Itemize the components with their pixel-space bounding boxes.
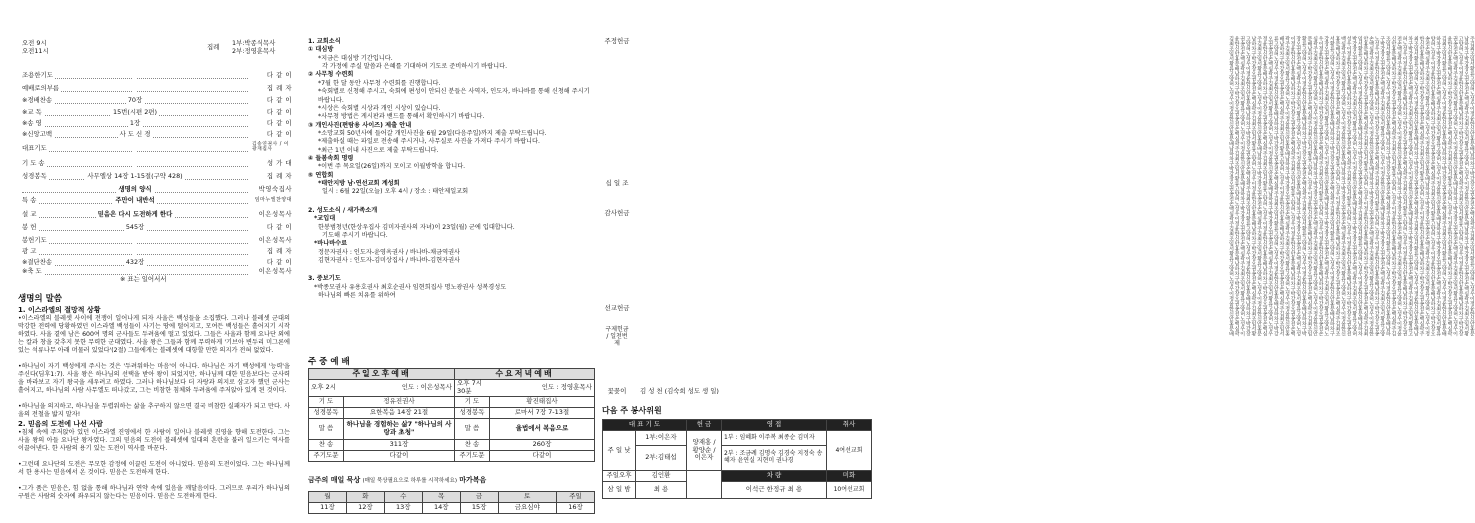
day-cell: 월	[309, 492, 347, 503]
day-cell: 주일	[557, 492, 595, 503]
offering-name-column: 하차구박강장오권송전손백심곽주김최조임서황류고양허노성우이정윤한신안홍문배남하차구박강장오권송전손백심곽주김최조임서황류	[1435, 36, 1442, 336]
offering-name-column: 고양허노성우이정윤한신안홍문배남하차구박강장오권송전손백심곽주김최조임서황류고양허노성우이정윤한신안홍문배남하차구박강장	[1457, 36, 1464, 336]
order-row	[22, 224, 292, 233]
order-content	[133, 144, 137, 152]
order-content	[133, 71, 137, 79]
offering-label-weekly: 주정헌금	[604, 37, 630, 45]
order-row	[22, 142, 292, 154]
wednesday-hymn: 260장	[490, 439, 595, 450]
order-label: 광 고	[22, 247, 37, 255]
flower-header: 미화	[827, 471, 872, 482]
day-cell: 토	[498, 492, 556, 503]
offering-name-column: 문배남하차구박강장오권송전손백심곽주김최조임서황류고양허노성우이정윤한신안홍문배남하차구박강장오권송전손백심곽주김최조임	[1306, 36, 1313, 336]
preacher-label: 집례	[207, 43, 220, 51]
news-text: *지금은 대심방 기간입니다.	[318, 54, 393, 62]
news-text: 일시 : 6월 22일(오늘) 오후 4시 / 장소 : 태안제일교회	[322, 188, 469, 196]
order-row	[22, 120, 292, 129]
news-item-1: ① 대심방	[308, 46, 334, 54]
offering-name-column: 남하차구박강장오권송전손백심곽주김최조임서황류고양허노성우이정윤한신안홍문배남하차구박강장오권송전손백심곽주김최조임서황	[1463, 36, 1470, 336]
news-section-2: 2. 성도소식 / 새가족소개	[308, 206, 378, 214]
news-section-3: 3. 중보기도	[308, 275, 341, 283]
news-text: *최근 1년 이내 사진으로 제출 부탁드립니다.	[318, 146, 439, 154]
order-person: 집 례 자	[266, 84, 292, 92]
offering-name-column: 양허노성우이정윤한신안홍문배남하차구박강장오권송전손백심곽주김최조임서황류고양허노성우이정윤한신안홍문배남하차구박강장오	[1429, 36, 1436, 336]
order-person: 다 같 이	[266, 258, 292, 266]
sunday-offering-team: 양재홍 / 황양순 / 이은자	[687, 431, 722, 471]
order-row	[22, 109, 292, 118]
row-label: 주기도문	[455, 450, 490, 461]
word-heading-1: 1. 이스라엘의 절망적 상황	[18, 306, 101, 314]
sunday-sermon: 하나님을 경험하는 삶7 "하나님의 사랑과 초청"	[344, 418, 455, 439]
order-label: 성경봉독	[22, 172, 47, 180]
order-row	[22, 211, 292, 220]
offering-name-column: 차구박강장오권송전손백심곽주김최조임서황류고양허노성우이정윤한신안홍문배남하차구박강장오권송전손백심곽주김최조임서황류고	[1407, 36, 1414, 336]
offering-name-column: 주김최조임서황류고양허노성우이정윤한신안홍문배남하차구박강장오권송전손백심곽주김최조임서황류고양허노성우이정윤한신안홍문	[1256, 36, 1262, 336]
news-text: 정문자권사 : 인도자-윤영옥권사 / 바나바-채금역권사	[318, 248, 461, 256]
offering-name-column: 장오권송전손백심곽주김최조임서황류고양허노성우이정윤한신안홍문배남하차구박강장오권송전손백심곽주김최조임서황류고양허노성	[1295, 36, 1302, 336]
order-content: 432장	[125, 258, 145, 266]
news-text: *숙회별로 신청해 주시고, 숙회에 편성이 안되신 분들은 사역자, 인도자, 바나바를 통해 신청해 주시기 바랍니다.	[318, 88, 590, 104]
service-time-1: 오전 9시	[22, 39, 47, 47]
offering-name-column: 신안홍문배남하차구박강장오권송전손백심곽주김최조임서황류고양허노성우이정윤한신안홍문배남하차구박강장오권송전손백심곽주김	[1390, 36, 1397, 336]
order-row	[22, 85, 292, 94]
order-person: 임마누엘찬양대	[254, 197, 292, 203]
order-person: 다 같 이	[266, 96, 292, 104]
row-label: 성경봉독	[309, 407, 344, 418]
order-label: 봉헌기도	[22, 236, 47, 244]
wednesday-reading: 로마서 7장 7-13절	[490, 407, 595, 418]
order-label: 예배로의부름	[22, 84, 60, 92]
offering-name-column: 배남하차구박강장오권송전손백심곽주김최조임서황류고양허노성우이정윤한신안홍문배남하차구박강장오권송전손백심곽주김최조임서	[1278, 36, 1285, 336]
order-person: 박영숙집사	[258, 185, 292, 193]
daily-devotion-header	[308, 476, 486, 485]
offering-name-column: 고양허노성우이정윤한신안홍문배남하차구박강장오권송전손백심곽주김최조임서황류고양허노성우이정윤한신안홍문배남하차구박강장	[1244, 36, 1251, 336]
order-label: 기 도 송	[22, 159, 45, 167]
preacher-2: 2부:정영훈목사	[232, 47, 276, 55]
order-content: 믿음은 다시 도전하게 한다	[97, 210, 173, 218]
row-label: 성경봉독	[455, 407, 490, 418]
offering-label-relief: 구제헌금 / 일천번제	[605, 326, 629, 348]
daily-subtitle: (매일 묵상필요으로 하루를 시작하세요)	[362, 478, 457, 484]
sunday-leader: 인도 : 이은성목사	[344, 380, 455, 397]
order-person: 김송연권사 / 이광재집사	[252, 142, 289, 152]
order-content	[133, 159, 137, 167]
sunday-prayer-1: 1부:이은자	[636, 431, 687, 446]
offering-name-column: 이정윤한신안홍문배남하차구박강장오권송전손백심곽주김최조임서황류고양허노성우이정윤한신안홍문배남하차구박강장오권송전손백	[1289, 36, 1296, 336]
offering-name-column: 권송전손백심곽주김최조임서황류고양허노성우이정윤한신안홍문배남하차구박강장오권송전손백심곽주김최조임서황류고양허노성우이	[1239, 36, 1246, 336]
sunday-greeters-2: 2부 : 조금례 김명숙 김경숙 지정숙 송혜자 윤연실 지현미 권나경	[722, 446, 827, 471]
word-paragraph-5: •그런데 요나단의 도전은 무모한 감정에 이끌린 도전이 아니었다. 믿음의 도전이었다. 그는 하나님께서 한 용사는 믿음에서 온 것이다. 믿음은 도전하게 한다.	[18, 461, 290, 476]
order-row	[22, 237, 292, 246]
order-content: 생명의 양식	[118, 185, 152, 193]
news-text: *박종모권사 유용호권사 최호순권사 임현희집사 명노광권사 성복경성도	[314, 283, 507, 291]
offering-name-column: 조임서황류고양허노성우이정윤한신안홍문배남하차구박강장오권송전손백심곽주김최조임서황류고양허노성우이정윤한신안홍문배남하	[1384, 36, 1391, 336]
wednesday-title: 수요저녁예배	[455, 369, 595, 380]
order-person: 다 같 이	[266, 71, 292, 79]
offering-name-column: 남하차구박강장오권송전손백심곽주김최조임서황류고양허노성우이정윤한신안홍문배남하차구박강장오권송전손백심곽주김최조임서황	[1250, 36, 1257, 336]
day-cell: 금	[460, 492, 498, 503]
sunday-time: 오후 2시	[309, 380, 344, 397]
next-week-title: 다음 주 봉사위원	[602, 406, 662, 415]
word-paragraph-4: •침체 속에 주저앉아 있던 이스라엘 진영에서 한 사람이 일어나 블레셋 진영을 향해 도전한다. 그는 사울 왕의 아들 요나단 왕자였다. 그의 믿음의 도전이 블레셋에 일대의 혼란을 불러 일으키는 역사를 이끌어낸다. 한 사람의 용기 있는 도전이 역사를 바꾼다.	[18, 429, 290, 452]
offering-name-column: 오권송전손백심곽주김최조임서황류고양허노성우이정윤한신안홍문배남하차구박강장오권송전손백심곽주김최조임서황류고양허노성우	[1267, 36, 1274, 336]
flower-donor: 김 성 천 (김숙희 성도 생 일)	[640, 387, 719, 395]
order-content: 545장	[125, 223, 145, 231]
offering-name-column: 박강장오권송전손백심곽주김최조임서황류고양허노성우이정윤한신안홍문배남하차구박강장오권송전손백심곽주김최조임서황류고양허	[1351, 36, 1358, 336]
sunday-prayer: 정유진권사	[344, 396, 455, 407]
wednesday-time: 오후 7시 30분	[455, 380, 490, 397]
chapter-cell: 16장	[557, 503, 595, 514]
news-text: *이번 주 목요일(26일)까지 모이고 이월방학을 합니다.	[318, 163, 466, 171]
news-text: *태안지방 남·연선교회 계성회	[318, 180, 400, 188]
row-label: 찬 송	[309, 439, 344, 450]
sunday-cooking: 4여선교회	[827, 431, 872, 471]
order-person: 집 례 자	[266, 247, 292, 255]
order-person: 다 같 이	[266, 223, 292, 231]
order-label: ※경배찬송	[22, 96, 53, 104]
sunday-lords-prayer: 다같이	[344, 450, 455, 461]
sunday-hymn: 311장	[344, 439, 455, 450]
order-person: 다 같 이	[266, 108, 292, 116]
offering-name-column: 임서황류고양허노성우이정윤한신안홍문배남하차구박강장오권송전손백심곽주김최조임서황류고양허노성우이정윤한신안홍문배남하차	[1356, 36, 1363, 336]
offering-name-column: 강장오권송전손백심곽주김최조임서황류고양허노성우이정윤한신안홍문배남하차구박강장오권송전손백심곽주김최조임서황류고양허노	[1323, 36, 1330, 336]
offering-name-column: 윤한신안홍문배남하차구박강장오권송전손백심곽주김최조임서황류고양허노성우이정윤한신안홍문배남하차구박강장오권송전손백심곽	[1233, 36, 1240, 336]
order-person: 다 같 이	[266, 119, 292, 127]
order-label: ※신앙고백	[22, 130, 53, 138]
order-row	[22, 131, 292, 140]
order-label: 특 송	[22, 196, 37, 204]
offering-name-column: 노성우이정윤한신안홍문배남하차구박강장오권송전손백심곽주김최조임서황류고양허노성우이정윤한신안홍문배남하차구박강장오권송	[1373, 36, 1380, 336]
order-content: 70장	[127, 96, 143, 104]
order-content	[133, 236, 137, 244]
day-cell: 목	[422, 492, 460, 503]
offering-label-tithe: 십 일 조	[605, 179, 629, 187]
sunday-pm-title: 주일오후예배	[309, 369, 455, 380]
news-text: *사무청 방법은 게시판과 밴드를 통해서 확인하시기 바랍니다.	[318, 113, 485, 121]
col-header: 헌 금	[687, 420, 722, 431]
order-row	[22, 197, 292, 206]
chapter-cell: 12장	[346, 503, 384, 514]
next-week-table	[602, 419, 872, 499]
news-item-4: ④ 들봄속회 명령	[308, 155, 354, 163]
offering-name-column: 전손백심곽주김최조임서황류고양허노성우이정윤한신안홍문배남하차구박강장오권송전손백심곽주김최조임서황류고양허노성우이정윤	[1396, 36, 1402, 336]
word-heading-2: 2. 믿음의 도전에 나선 사람	[18, 420, 103, 428]
row-label: 말 씀	[455, 418, 490, 439]
order-content: 1장	[129, 119, 141, 127]
wednesday-sermon: 율법에서 복음으로	[490, 418, 595, 439]
row-label: 삼 일 밤	[603, 482, 636, 499]
news-text: *교입대	[314, 215, 336, 223]
afternoon-prayer: 김인환	[636, 471, 687, 482]
row-label: 주 일 낮	[603, 431, 636, 471]
offering-name-column: 정윤한신안홍문배남하차구박강장오권송전손백심곽주김최조임서황류고양허노성우이정윤한신안홍문배남하차구박강장오권송전손백심	[1261, 36, 1268, 336]
order-row	[22, 160, 292, 169]
news-text: 김현자권사 : 인도자-김미상집사 / 바나바-김현자권사	[318, 256, 461, 264]
offering-name-column: 황류고양허노성우이정윤한신안홍문배남하차구박강장오권송전손백심곽주김최조임서황류고양허노성우이정윤한신안홍문배남하차구박	[1300, 36, 1307, 336]
sunday-prayer-2: 2부:김태섭	[636, 446, 687, 471]
offering-name-column: 서황류고양허노성우이정윤한신안홍문배남하차구박강장오권송전손백심곽주김최조임서황류고양허노성우이정윤한신안홍문배남하차구	[1328, 36, 1335, 336]
word-title: 생명의 말씀	[18, 294, 63, 304]
day-cell: 수	[384, 492, 422, 503]
offering-name-column: 안홍문배남하차구박강장오권송전손백심곽주김최조임서황류고양허노성우이정윤한신안홍문배남하차구박강장오권송전손백심곽주김최	[1362, 36, 1369, 336]
offering-name-column: 송전손백심곽주김최조임서황류고양허노성우이정윤한신안홍문배남하차구박강장오권송전손백심곽주김최조임서황류고양허노성우이정	[1424, 36, 1430, 336]
offering-name-column: 최조임서황류고양허노성우이정윤한신안홍문배남하차구박강장오권송전손백심곽주김최조임서황류고양허노성우이정윤한신안홍문배남	[1412, 36, 1419, 336]
daily-book: 마가복음	[459, 476, 487, 484]
offering-name-column: 류고양허노성우이정윤한신안홍문배남하차구박강장오권송전손백심곽주김최조임서황류고양허노성우이정윤한신안홍문배남하차구박강	[1272, 36, 1279, 336]
word-paragraph-3: •하나님을 의지하고, 하나님을 두렵워하는 삶을 추구하지 않으면 결국 비참한 실패자가 되고 만다. 사울의 전철을 밟지 말자!	[18, 403, 290, 418]
order-row	[22, 173, 292, 182]
word-paragraph-1: •이스라엘의 블레셋 사이에 전쟁이 일어나게 되자 사울은 백성들을 소집했다. 그러나 블레셋 군대의 막강한 전력에 당황하였던 이스라엘 백성들이 사기는 땅에 떨어지고, 모여든 백성들은 흩어지기 시작하였다. 사울 곁에 남은 600여 명의 군사들도 두려움에 떨고 있었다. 그들은 사울과 함께 요나단 외에는 칼과 창을 갖추지 못한 무력한 군대였다. 사울 왕은 그들과 함께 무력하게 '기브아 변두리 미그론에 있는 석류나무 아래 머물러 있었다'(2절) 그들에게는 블레셋에 대항할 만한 의지가 전혀 없었다.	[18, 315, 290, 354]
order-content: 사무엘상 14장 1-15절(구약 428)	[87, 172, 183, 180]
row-label: 말 씀	[309, 418, 344, 439]
daily-devotion-table	[308, 491, 595, 514]
daily-title: 금주의 매일 묵상	[308, 476, 361, 484]
word-paragraph-2: •하나님이 자기 백성에게 주시는 것은 '두려워하는 마음'이 아니다. 하나님은 자기 백성에게 '능력'을 주신다(딤후1:7). 사울 왕은 하나님의 선택을 받아 왕이 되었지만, 하나님께 대한 믿음보다는 군사력을 바라보고 자기 왕국을 세우려고 하였다. 그러나 하나님보다 더 자랑과 의지로 삼고자 했던 군사는 흩어지고, 하나님의 사람 사무엘도 떠나갔고, 그는 비참한 침체와 두려움에 주저앉아 있게 된 것이다.	[18, 363, 290, 394]
chapter-cell: 15장	[460, 503, 498, 514]
news-text: *제출하실 때는 파일로 전송해 주시거나, 사무실로 사진을 가져다 주시기 바랍니다.	[318, 138, 540, 146]
wednesday-leader: 인도 : 정영훈목사	[490, 380, 595, 397]
offering-name-column: 심곽주김최조임서황류고양허노성우이정윤한신안홍문배남하차구박강장오권송전손백심곽주김최조임서황류고양허노성우이정윤한신안	[1312, 36, 1318, 336]
wednesday-prayer: 황진태집사	[490, 396, 595, 407]
offering-name-column: 홍문배남하차구박강장오권송전손백심곽주김최조임서황류고양허노성우이정윤한신안홍문배남하차구박강장오권송전손백심곽주김최조	[1334, 36, 1341, 336]
row-label: 기 도	[309, 396, 344, 407]
wednesday-prayer-next: 최 용	[636, 482, 687, 499]
order-label: 봉 헌	[22, 223, 37, 231]
col-header: 취사	[827, 420, 872, 431]
offering-name-column: 한신안홍문배남하차구박강장오권송전손백심곽주김최조임서황류고양허노성우이정윤한신안홍문배남하차구박강장오권송전손백심곽주	[1418, 36, 1425, 336]
offering-label-flower: 꽃꽂이	[607, 387, 627, 395]
news-item-5: ⑤ 연합회	[308, 171, 334, 179]
word-paragraph-6: •그가 품은 믿음은, 힘 없을 통해 하나님과 연약 속에 있음을 깨달음이다. 그러므로 우리가 하나님의 구원은 사람의 숫자에 좌우되지 않는다는 믿음이다. 믿음은 도전하게 한다.	[18, 485, 290, 500]
news-text: *소망교회 50년사에 들어갈 개인사진을 6월 29일(다음주일)까지 제출 부탁드립니다.	[318, 129, 547, 137]
offering-name-column: 김최조임서황류고양허노성우이정윤한신안홍문배남하차구박강장오권송전손백심곽주김최조임서황류고양허노성우이정윤한신안홍문배	[1228, 36, 1234, 336]
car-team: 이석근 한정규 최 용	[722, 482, 827, 499]
offering-name-column: 권송전손백심곽주김최조임서황류고양허노성우이정윤한신안홍문배남하차구박강장오권송전손백심곽주김최조임서황류고양허노성우이	[1452, 36, 1458, 336]
order-person: 집 례 자	[266, 172, 292, 180]
news-text: 한봉범청년(한상우집사 김미자권사의 자녀)이 23일(월) 군에 입대합니다.	[318, 223, 515, 231]
news-item-2: ② 사무청 수련회	[308, 71, 354, 79]
offering-name-column: 백심곽주김최조임서황류고양허노성우이정윤한신안홍문배남하차구박강장오권송전손백심곽주김최조임서황류고양허노성우이정윤한신	[1340, 36, 1346, 336]
news-text: *바나바수료	[314, 240, 348, 248]
news-text: *7월 한 달 동안 사무청 수련회를 진행합니다.	[318, 79, 441, 87]
order-label: ※송 영	[22, 119, 42, 127]
row-label: 기 도	[455, 396, 490, 407]
news-section-1: 1. 교회소식	[308, 38, 341, 45]
order-label: ※결단찬송	[22, 258, 53, 266]
order-person: 이은성목사	[258, 267, 292, 275]
order-label: 설 교	[22, 210, 37, 218]
sunday-greeters-1: 1부 : 임혜화 이주복 최종순 김미자	[722, 431, 827, 446]
order-person: 성 가 대	[266, 159, 292, 167]
offering-name-column: 손백심곽주김최조임서황류고양허노성우이정윤한신안홍문배남하차구박강장오권송전손백심곽주김최조임서황류고양허노성우이정윤한	[1368, 36, 1374, 336]
church-news	[308, 38, 593, 300]
order-content: 사 도 신 경	[119, 130, 151, 138]
flower-team: 10여선교회	[827, 482, 872, 499]
order-row	[22, 248, 292, 257]
order-content	[133, 267, 137, 275]
row-label: 주기도문	[309, 450, 344, 461]
col-header: 영 접	[722, 420, 827, 431]
col-header: 대 표 기 도	[603, 420, 687, 431]
news-text: 기도해 주시기 바랍니다.	[322, 231, 388, 239]
chapter-cell: 13장	[384, 503, 422, 514]
preacher-1: 1부:박종식목사	[232, 39, 276, 47]
weekly-service-table	[308, 368, 595, 462]
order-row	[22, 259, 292, 268]
offering-name-column: 우이정윤한신안홍문배남하차구박강장오권송전손백심곽주김최조임서황류고양허노성우이정윤한신안홍문배남하차구박강장오권송전손	[1317, 36, 1324, 336]
row-label: 주일오후	[603, 471, 636, 482]
order-row	[22, 72, 292, 81]
order-label: 조용한기도	[22, 71, 53, 79]
standing-note: ※ 표는 일어서서	[120, 275, 167, 283]
news-text: 각 가정에 주실 말씀과 은혜를 기대하며 기도로 준비하시기 바랍니다.	[322, 63, 508, 71]
news-text: *시상은 숙회별 시상과 개인 시상이 있습니다.	[318, 104, 441, 112]
order-label: 대표기도	[22, 144, 47, 152]
offering-name-column: 주김최조임서황류고양허노성우이정윤한신안홍문배남하차구박강장오권송전손백심곽주김최조임서황류고양허노성우이정윤한신안홍문	[1468, 36, 1475, 336]
car-header: 차 량	[722, 471, 827, 482]
news-text: 하나님의 빠른 치유를 위하여	[318, 292, 396, 300]
offering-label-thanks: 감사헌금	[604, 209, 630, 217]
order-person: 이은성목사	[258, 236, 292, 244]
weekly-service-title: 주 중 예 배	[308, 357, 350, 367]
chapter-cell: 금요심야	[498, 503, 556, 514]
offering-names-grid	[1230, 36, 1475, 386]
order-row	[22, 186, 292, 195]
offering-name-column: 성우이정윤한신안홍문배남하차구박강장오권송전손백심곽주김최조임서황류고양허노성우이정윤한신안홍문배남하차구박강장오권송전	[1345, 36, 1352, 336]
chapter-cell: 11장	[309, 503, 347, 514]
chapter-cell: 14장	[422, 503, 460, 514]
offering-name-column: 윤한신안홍문배남하차구박강장오권송전손백심곽주김최조임서황류고양허노성우이정윤한신안홍문배남하차구박강장오권송전손백심곽	[1446, 36, 1453, 336]
order-person: 이은성목사	[258, 210, 292, 218]
offering-label-mission: 선교헌금	[604, 304, 630, 312]
news-item-3: ③ 개인사진(편람용 사이즈) 제출 안내	[308, 121, 412, 129]
day-cell: 화	[346, 492, 384, 503]
offering-name-column: 허노성우이정윤한신안홍문배남하차구박강장오권송전손백심곽주김최조임서황류고양허노성우이정윤한신안홍문배남하차구박강장오권	[1401, 36, 1408, 336]
offering-name-column: 김최조임서황류고양허노성우이정윤한신안홍문배남하차구박강장오권송전손백심곽주김최조임서황류고양허노성우이정윤한신안홍문배	[1440, 36, 1447, 336]
wednesday-lords-prayer: 다같이	[490, 450, 595, 461]
order-label: ※축 도	[22, 267, 42, 275]
order-content	[133, 247, 137, 255]
offering-name-column: 곽주김최조임서황류고양허노성우이정윤한신안홍문배남하차구박강장오권송전손백심곽주김최조임서황류고양허노성우이정윤한신안홍	[1284, 36, 1290, 336]
row-label: 찬 송	[455, 439, 490, 450]
order-content	[133, 84, 137, 92]
order-content: 15번(시편 2편)	[113, 108, 157, 116]
order-row	[22, 97, 292, 106]
sunday-reading: 요한복음 14장 21절	[344, 407, 455, 418]
offering-name-column: 구박강장오권송전손백심곽주김최조임서황류고양허노성우이정윤한신안홍문배남하차구박강장오권송전손백심곽주김최조임서황류고양	[1379, 36, 1386, 336]
order-content: 주만이 내반석	[115, 196, 155, 204]
service-time-2: 오전11시	[22, 47, 49, 55]
order-label: ※교 독	[22, 108, 42, 116]
order-person: 다 같 이	[266, 130, 292, 138]
